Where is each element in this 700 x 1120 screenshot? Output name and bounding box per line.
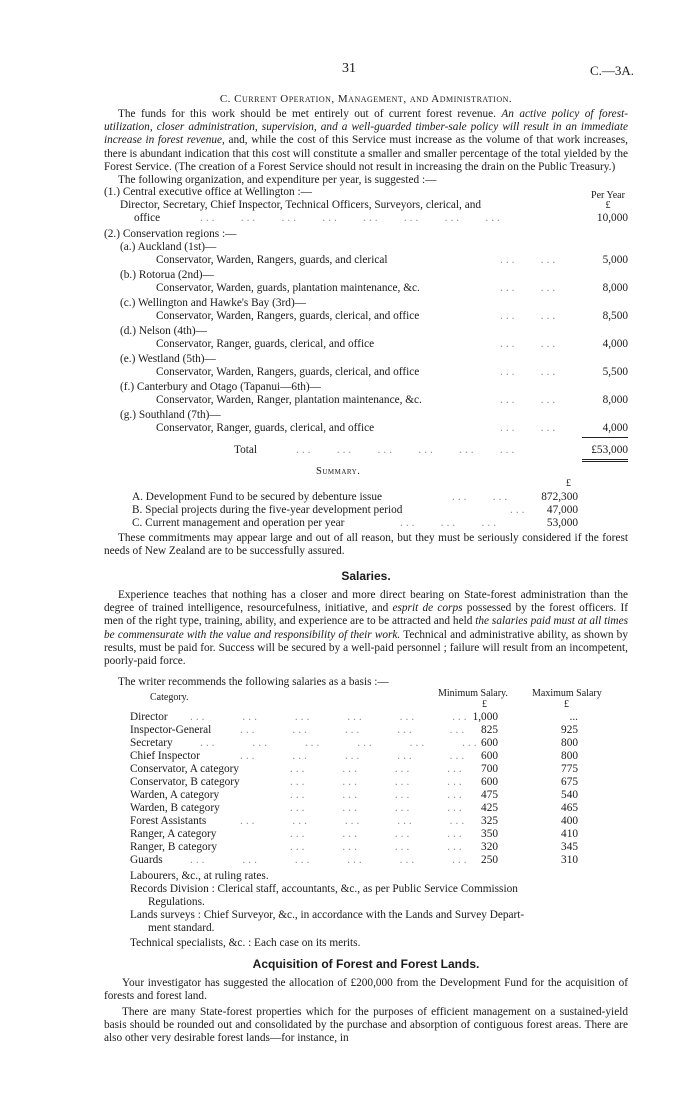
region-amount: 8,500 — [602, 310, 628, 322]
leader-dots: ... ... ... ... — [290, 828, 465, 840]
acquisition-paragraph: There are many State-forest properties which for the purposes of efficient management on a sustained-yield basis should be rounded out and consolidated by the purchase and absorption of contiguous forest areas. There are also other very desirable forest lands—for instance, in — [104, 1006, 628, 1045]
salary-note: Lands surveys : Chief Surveyor, &c., in accordance with the Lands and Survey Depart- — [130, 909, 525, 921]
salary-min: 825 — [481, 724, 498, 736]
region-detail: Conservator, Warden, guards, plantation maintenance, &c. — [156, 282, 420, 294]
region-name: (e.) Westland (5th)— — [120, 353, 216, 365]
organization-intro: The following organization, and expenditure per year, is suggested :— — [118, 174, 437, 186]
para-text: Experience teaches that nothing has a closer and more direct bearing on State-forest administration than the degree of trained intelligence, resourcefulness, initiative, and — [104, 589, 628, 615]
salary-min: 250 — [481, 854, 498, 866]
document-reference: C.—3A. — [590, 63, 635, 78]
salary-min: 475 — [481, 789, 498, 801]
leader-dots: ... ... ... ... ... ... — [190, 854, 470, 866]
pound-symbol: £ — [605, 200, 611, 211]
salary-max: 400 — [561, 815, 578, 827]
region-amount: 5,000 — [602, 254, 628, 266]
salary-category: Conservator, A category — [130, 763, 240, 775]
leader-dots: ... ... — [500, 338, 559, 350]
salary-max: 675 — [561, 776, 578, 788]
salary-note: Technical specialists, &c. : Each case on its merits. — [130, 937, 361, 949]
region-name: (d.) Nelson (4th)— — [120, 325, 207, 337]
para-text: and, while the cost of this Service must increase as the volume of that work increases, there is abundant indication that this cost will constitute a smaller and smaller percentage of the total yielded by the Forest Service. (The creation of a Forest Service should not result in increasing the drain on the Public Treasury.) — [104, 134, 628, 173]
central-office-detail: Director, Secretary, Chief Inspector, Technical Officers, Surveyors, clerical, and — [120, 199, 482, 211]
salaries-paragraph — [104, 589, 628, 668]
region-detail: Conservator, Warden, Rangers, guards, clerical, and office — [156, 310, 420, 322]
total-amount: £53,000 — [591, 444, 628, 456]
leader-dots: ... ... ... ... ... — [240, 750, 468, 762]
total-underline — [582, 459, 628, 460]
salary-category: Guards — [130, 854, 163, 866]
leader-dots: ... ... — [500, 422, 559, 434]
leader-dots: ... ... ... ... ... ... — [200, 737, 480, 749]
summary-row-amount: 47,000 — [546, 504, 578, 516]
leader-dots: ... ... — [500, 310, 559, 322]
salary-min: 600 — [481, 750, 498, 762]
salary-category: Secretary — [130, 737, 173, 749]
region-amount: 8,000 — [602, 394, 628, 406]
item-central-office: (1.) Central executive office at Wellington :— — [104, 186, 312, 198]
col-header-maximum: Maximum Salary — [532, 688, 602, 699]
salary-note: Records Division : Clerical staff, accountants, &c., as per Public Service Commission — [130, 883, 518, 895]
region-name: (a.) Auckland (1st)— — [120, 241, 217, 253]
leader-dots: ... ... — [500, 282, 559, 294]
salary-max: 800 — [561, 750, 578, 762]
leader-dots: ... ... ... — [400, 517, 500, 529]
leader-dots: ... ... ... ... — [290, 802, 465, 814]
leader-dots: ... — [510, 504, 528, 516]
leader-dots: ... ... ... ... ... — [240, 815, 468, 827]
pound-symbol: £ — [564, 699, 569, 710]
section-c-title: C. Current Operation, Management, and Administration. — [219, 93, 513, 105]
region-detail: Conservator, Warden, Rangers, guards, clerical, and office — [156, 366, 420, 378]
leader-dots: ... ... ... ... — [290, 841, 465, 853]
salary-min: 320 — [481, 841, 498, 853]
leader-dots: ... ... — [500, 394, 559, 406]
leader-dots: ... ... ... ... — [290, 789, 465, 801]
leader-dots: ... ... — [452, 491, 511, 503]
col-header-category: Category. — [150, 692, 189, 703]
region-detail: Conservator, Warden, Ranger, plantation maintenance, &c. — [156, 394, 422, 406]
salary-min: 425 — [481, 802, 498, 814]
para-text: The funds for this work should be met entirely out of current forest revenue. — [118, 108, 496, 120]
salary-min: 325 — [481, 815, 498, 827]
salary-category: Ranger, B category — [130, 841, 218, 853]
salary-min: 1,000 — [472, 711, 498, 723]
salary-category: Warden, A category — [130, 789, 220, 801]
salary-max: 345 — [561, 841, 578, 853]
page-number: 31 — [342, 61, 356, 76]
region-amount: 4,000 — [602, 338, 628, 350]
salary-min: 700 — [481, 763, 498, 775]
region-detail: Conservator, Ranger, guards, clerical, and office — [156, 338, 375, 350]
leader-dots: ... ... ... ... — [290, 763, 465, 775]
region-name: (b.) Rotorua (2nd)— — [120, 269, 214, 281]
salary-max: ... — [569, 711, 578, 723]
para-italic-text: the salaries paid must at all times be commensurate with the value and responsibility of their work. — [104, 615, 629, 641]
summary-row-label: C. Current management and operation per year — [132, 517, 345, 529]
leader-dots: ... ... — [500, 366, 559, 378]
pound-symbol: £ — [566, 478, 571, 489]
region-amount: 4,000 — [602, 422, 628, 434]
para-text: Technical and administrative ability, as shown by results, must be paid for. Success will be secured by a well-paid personnel ; failure will result from an incompetent, poorly-paid force. — [104, 628, 628, 668]
salary-max: 410 — [561, 828, 578, 840]
salary-max: 925 — [561, 724, 578, 736]
pound-symbol: £ — [482, 699, 487, 710]
region-name: (f.) Canterbury and Otago (Tapanui—6th)— — [120, 381, 321, 393]
total-underline — [582, 461, 628, 462]
salary-note-continued: ment standard. — [148, 922, 215, 934]
salary-category: Ranger, A category — [130, 828, 217, 840]
salary-max: 800 — [561, 737, 578, 749]
para-text: possessed by the forest officers. If men of the right type, training, ability, and experience are to be attracted and held — [104, 602, 628, 628]
salary-max: 465 — [561, 802, 578, 814]
salary-category: Inspector-General — [130, 724, 212, 736]
summary-row-amount: 53,000 — [546, 517, 578, 529]
acquisition-paragraph: Your investigator has suggested the allocation of £200,000 from the Development Fund for the acquisition of forests and forest land. — [104, 977, 628, 1003]
summary-row-amount: 872,300 — [541, 491, 578, 503]
leader-dots: ... ... ... ... ... ... — [190, 711, 470, 723]
leader-dots: ... ... ... ... ... ... — [296, 444, 518, 456]
acquisition-heading: Acquisition of Forest and Forest Lands. — [252, 957, 480, 971]
section-c-paragraph — [104, 108, 628, 174]
summary-title: Summary. — [316, 466, 361, 477]
salary-category: Forest Assistants — [130, 815, 207, 827]
salary-min: 600 — [481, 737, 498, 749]
salary-category: Warden, B category — [130, 802, 220, 814]
para-italic-text: An active policy of forest-utilization, closer administration, supervision, and a well-guarded timber-sale policy will result in an immediate increase in forest revenue, — [104, 108, 628, 147]
leader-dots: ... ... — [500, 254, 559, 266]
salary-min: 350 — [481, 828, 498, 840]
per-year-label: Per Year — [591, 190, 625, 201]
region-amount: 5,500 — [602, 366, 628, 378]
region-name: (c.) Wellington and Hawke's Bay (3rd)— — [120, 297, 307, 309]
salary-note: Labourers, &c., at ruling rates. — [130, 870, 269, 882]
leader-dots: ... ... ... ... — [290, 776, 465, 788]
salary-min: 600 — [481, 776, 498, 788]
salary-category: Conservator, B category — [130, 776, 240, 788]
para-italic-text: esprit de corps — [392, 602, 463, 615]
salary-max: 310 — [561, 854, 578, 866]
leader-dots: ... ... ... ... ... — [240, 724, 468, 736]
leader-dots: ... ... ... ... ... ... ... ... — [200, 212, 503, 224]
region-detail: Conservator, Ranger, guards, clerical, and office — [156, 422, 375, 434]
col-header-minimum: Minimum Salary. — [438, 688, 508, 699]
region-amount: 8,000 — [602, 282, 628, 294]
total-label: Total — [234, 444, 258, 456]
region-name: (g.) Southland (7th)— — [120, 409, 221, 421]
salary-category: Chief Inspector — [130, 750, 200, 762]
region-detail: Conservator, Warden, Rangers, guards, and clerical — [156, 254, 388, 266]
salary-max: 540 — [561, 789, 578, 801]
salaries-intro: The writer recommends the following salaries as a basis :— — [118, 676, 389, 688]
central-office-detail-2: office — [134, 212, 161, 224]
salary-max: 775 — [561, 763, 578, 775]
salary-category: Director — [130, 711, 168, 723]
summary-closing-paragraph: These commitments may appear large and out of all reason, but they must be seriously considered if the forest needs of New Zealand are to be successfully assured. — [104, 532, 628, 558]
salaries-heading: Salaries. — [341, 569, 391, 583]
total-rule — [582, 437, 628, 438]
summary-row-label: A. Development Fund to be secured by debenture issue — [132, 491, 383, 503]
salary-note-continued: Regulations. — [148, 896, 205, 908]
summary-row-label: B. Special projects during the five-year development period — [132, 504, 403, 516]
item-conservation-regions: (2.) Conservation regions :— — [104, 228, 237, 240]
central-office-amount: 10,000 — [596, 212, 628, 224]
